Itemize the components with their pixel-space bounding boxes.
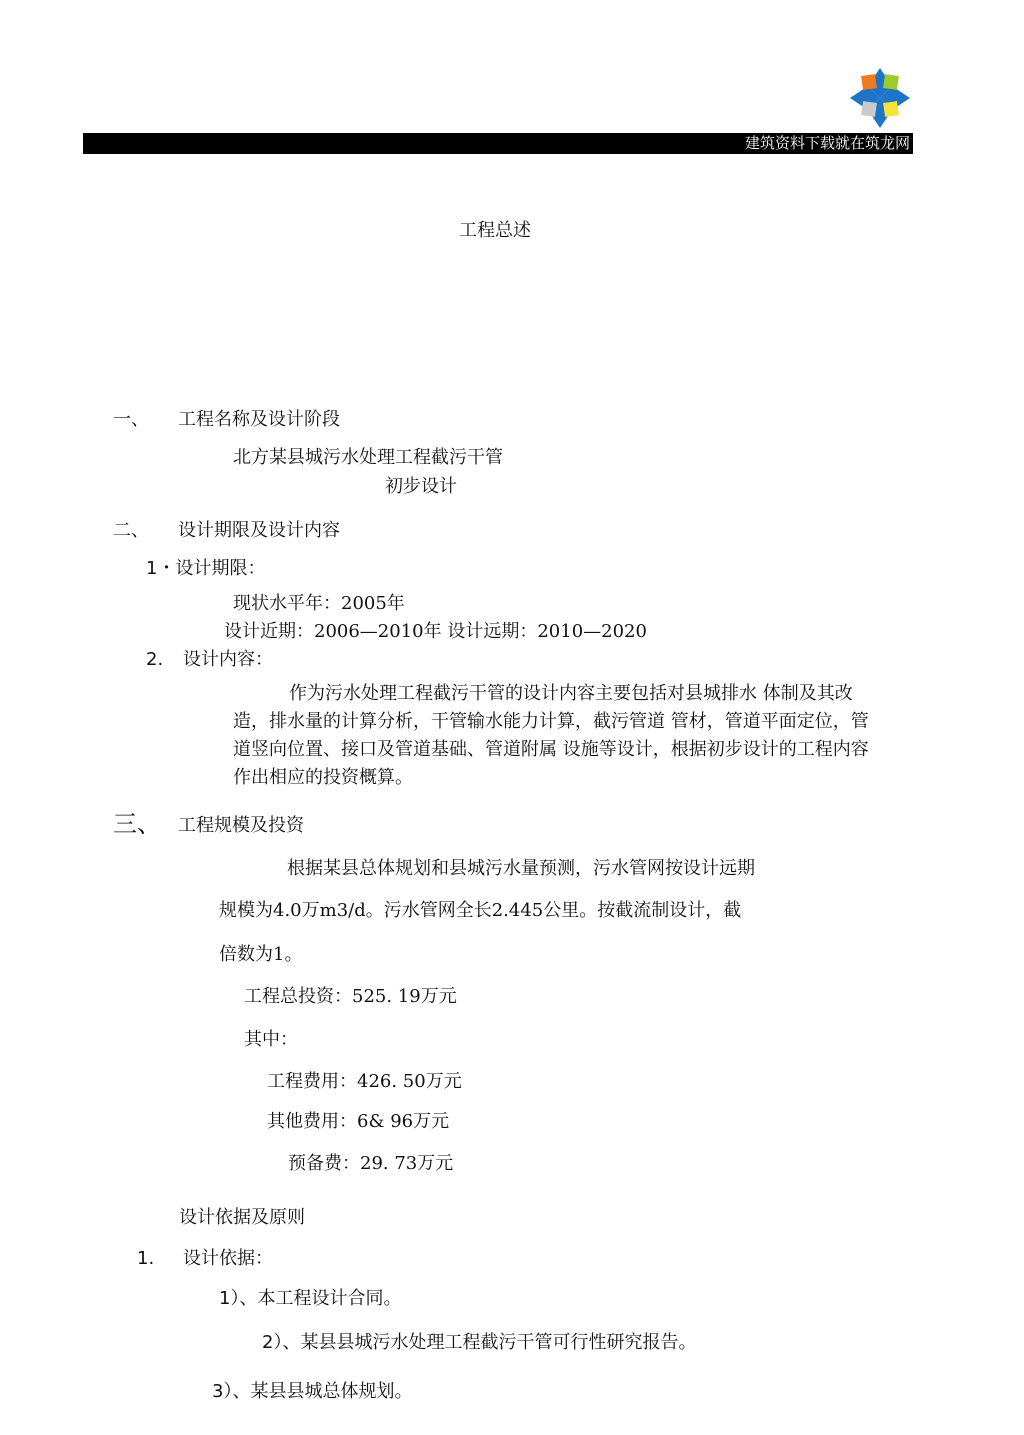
section-2-number: 二、 xyxy=(113,520,149,541)
banner-text: 建筑资料下载就在筑龙网 xyxy=(744,134,910,152)
page-title: 工程总述 xyxy=(459,220,531,241)
design-content-line-2: 造，排水量的计算分析，干管输水能力计算，截污管道 管材，管道平面定位，管 xyxy=(233,711,869,732)
basis-item-number: 1. xyxy=(137,1248,155,1269)
design-content-label: 设计内容： xyxy=(183,649,273,670)
section-4-heading: 设计依据及原则 xyxy=(179,1207,305,1228)
section-3-heading: 工程规模及投资 xyxy=(178,815,304,836)
current-year: 现状水平年：2005年 xyxy=(233,593,405,614)
total-investment: 工程总投资：525. 19万元 xyxy=(244,986,457,1007)
other-cost: 其他费用：6& 96万元 xyxy=(267,1111,450,1132)
project-name: 北方某县城污水处理工程截污干管 xyxy=(233,447,503,468)
section-1-number: 一、 xyxy=(113,409,149,430)
scale-text-line-1: 根据某县总体规划和县城污水量预测，污水管网按设计远期 xyxy=(287,858,755,879)
section-1-heading: 工程名称及设计阶段 xyxy=(178,409,340,430)
design-content-line-1: 作为污水处理工程截污干管的设计内容主要包括对县城排水 体制及其改 xyxy=(289,683,853,704)
engineering-cost: 工程费用：426. 50万元 xyxy=(267,1071,462,1092)
item-2-number: 2. xyxy=(146,649,164,670)
header-banner xyxy=(83,133,913,154)
design-content-line-4: 作出相应的投资概算。 xyxy=(233,767,413,788)
design-content-line-3: 道竖向位置、接口及管道基础、管道附属 设施等设计，根据初步设计的工程内容 xyxy=(233,739,869,760)
basis-ref-1: 1）、本工程设计合同。 xyxy=(219,1288,402,1309)
design-periods: 设计近期：2006—2010年 设计远期：2010—2020 xyxy=(224,621,647,642)
section-3-number: 三、 xyxy=(113,810,161,838)
basis-ref-3: 3）、某县县城总体规划。 xyxy=(212,1381,413,1402)
design-period-label: 1・设计期限： xyxy=(146,558,266,579)
design-basis-label: 设计依据： xyxy=(183,1248,273,1269)
scale-text-line-2: 规模为4.0万m3/d。污水管网全长2.445公里。按截流制设计，截 xyxy=(219,900,742,921)
scale-text-line-3: 倍数为1。 xyxy=(219,944,303,965)
zhulong-logo-icon xyxy=(848,66,912,130)
among-label: 其中： xyxy=(244,1029,298,1050)
design-stage: 初步设计 xyxy=(385,476,457,497)
section-2-heading: 设计期限及设计内容 xyxy=(178,520,340,541)
reserve-cost: 预备费：29. 73万元 xyxy=(288,1153,454,1174)
basis-ref-2: 2）、某县县城污水处理工程截污干管可行性研究报告。 xyxy=(262,1332,697,1353)
